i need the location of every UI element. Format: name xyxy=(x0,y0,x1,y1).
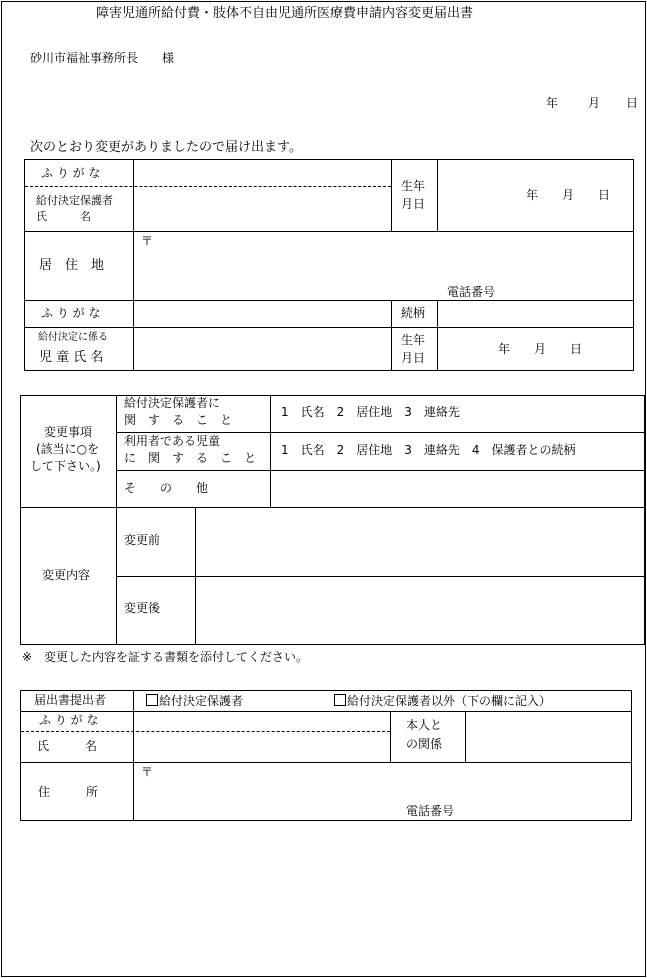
before-label: 変更前 xyxy=(124,533,161,547)
submitter-postal-mark: 〒 xyxy=(141,765,154,779)
addressee: 砂川市福祉事務所長 様 xyxy=(30,51,175,65)
date-day: 日 xyxy=(626,96,639,110)
checkbox-icon[interactable] xyxy=(146,694,158,706)
date-month: 月 xyxy=(588,96,601,110)
submitter-address-label: 住 所 xyxy=(38,785,99,799)
submitter-furigana-label: ふ り が な xyxy=(39,713,99,727)
attachment-note: ※ 変更した内容を証する書類を添付してください。 xyxy=(22,650,309,664)
change-items-label-3: して下さい。) xyxy=(30,459,101,473)
birth-label-2: 月日 xyxy=(401,197,426,211)
checkbox-icon[interactable] xyxy=(334,694,346,706)
guardian-name-label: 氏 名 xyxy=(36,210,91,223)
submitter-table xyxy=(20,690,632,821)
change-content-label: 変更内容 xyxy=(42,568,91,582)
furigana-label: ふ り が な xyxy=(41,166,101,180)
child-change-options: 1 氏名 2 居住地 3 連絡先 4 保護者との続柄 xyxy=(281,443,576,457)
child-row-label-2: に 関 す る こ と xyxy=(124,451,257,465)
child-row-label-1: 利用者である児童 xyxy=(124,434,221,448)
submitter-option-other[interactable]: 給付決定保護者以外（下の欄に記入） xyxy=(334,694,551,707)
relation-label: 続柄 xyxy=(401,306,426,320)
submitter-option-guardian[interactable]: 給付決定保護者 xyxy=(146,694,243,707)
furigana-label-2: ふ り が な xyxy=(41,306,101,320)
guardian-birthdate: 年 月 日 xyxy=(526,188,611,202)
submitter-name-label: 氏 名 xyxy=(37,739,98,753)
birth2-label-1: 生年 xyxy=(401,333,426,347)
other-label: そ の 他 xyxy=(124,481,209,495)
relation-to-person-label-2: の関係 xyxy=(406,737,443,751)
guardian-label: 給付決定保護者 xyxy=(36,194,113,207)
birth-label-1: 生年 xyxy=(401,179,426,193)
guardian-row-label-1: 給付決定保護者に xyxy=(124,396,221,410)
guardian-row-label-2: 関 す る こ と xyxy=(124,413,233,427)
child-birthdate: 年 月 日 xyxy=(498,342,583,356)
phone-label: 電話番号 xyxy=(447,285,496,299)
change-items-label-1: 変更事項 xyxy=(44,425,93,439)
guardian-change-options: 1 氏名 2 居住地 3 連絡先 xyxy=(281,405,460,419)
document-title: 障害児通所給付費・肢体不自由児通所医療費申請内容変更届出書 xyxy=(96,6,474,21)
intro-text: 次のとおり変更がありましたので届け出ます。 xyxy=(30,140,302,155)
residence-label: 居 住 地 xyxy=(39,258,105,273)
postal-mark: 〒 xyxy=(141,234,154,248)
child-name-label: 児 童 氏 名 xyxy=(39,350,104,365)
submitter-label: 届出書提出者 xyxy=(34,693,107,707)
birth2-label-2: 月日 xyxy=(401,351,426,365)
after-label: 変更後 xyxy=(124,601,161,615)
child-label-1: 給付決定に係る xyxy=(38,332,108,343)
relation-to-person-label-1: 本人と xyxy=(406,718,443,732)
change-items-label-2: (該当に○を xyxy=(36,442,100,456)
submitter-phone-label: 電話番号 xyxy=(406,804,455,818)
date-year: 年 xyxy=(546,96,559,110)
